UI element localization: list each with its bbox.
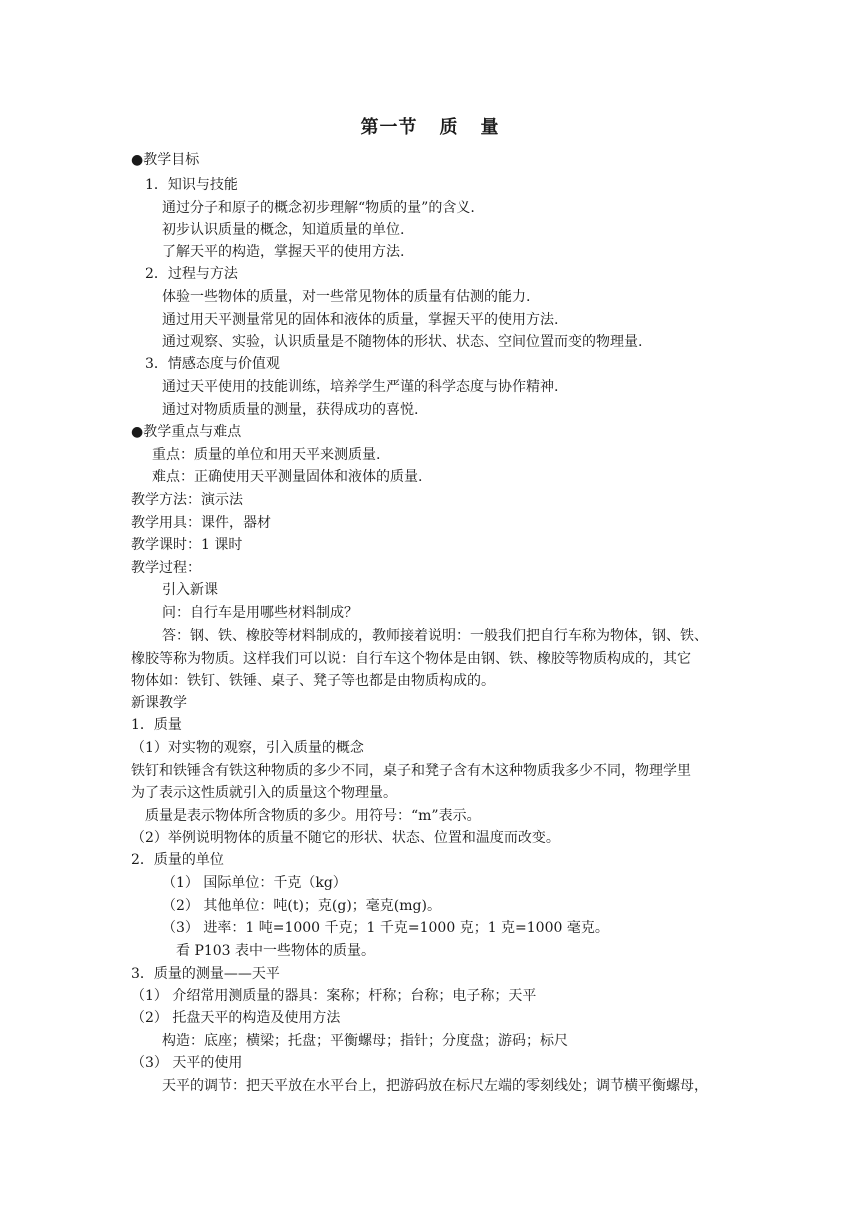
text-line: 初步认识质量的概念，知道质量的单位. bbox=[162, 222, 405, 238]
text-line: （3） 天平的使用 bbox=[131, 1055, 243, 1071]
text-line: （2） 托盘天平的构造及使用方法 bbox=[131, 1010, 341, 1026]
text-line: 重点：质量的单位和用天平来测质量. bbox=[152, 447, 381, 463]
subheading-measuring-mass: 3．质量的测量——天平 bbox=[131, 966, 280, 982]
text-line: （2）举例说明物体的质量不随它的形状、状态、位置和温度而改变。 bbox=[131, 830, 560, 846]
title-section: 第一节 bbox=[360, 117, 418, 138]
text-line: （2） 其他单位：吨(t)；克(g)；毫克(mg)。 bbox=[162, 898, 441, 914]
title-char-2: 量 bbox=[480, 117, 500, 138]
subheading-process-method: 2．过程与方法 bbox=[145, 266, 238, 282]
text-line: 教学过程： bbox=[131, 560, 201, 576]
subheading-knowledge-skills: 1．知识与技能 bbox=[145, 177, 238, 193]
page-title bbox=[0, 116, 860, 140]
text-line: 难点：正确使用天平测量固体和液体的质量. bbox=[152, 469, 423, 485]
text-line: 体验一些物体的质量，对一些常见物体的质量有估测的能力. bbox=[162, 289, 531, 305]
text-line: 教学课时：1 课时 bbox=[131, 537, 243, 553]
text-line: 问：自行车是用哪些材料制成？ bbox=[162, 605, 358, 621]
text-line: （1）对实物的观察，引入质量的概念 bbox=[131, 740, 364, 756]
heading-teaching-goals: ●教学目标 bbox=[131, 152, 200, 168]
text-line: 通过对物质质量的测量，获得成功的喜悦. bbox=[162, 402, 419, 418]
text-line: （3） 进率：1 吨=1000 千克；1 千克=1000 克；1 克=1000 毫克。 bbox=[162, 920, 609, 936]
text-line: 看 P103 表中一些物体的质量。 bbox=[176, 943, 376, 959]
text-line: 铁钉和铁锤含有铁这种物质的多少不同，桌子和凳子含有木这种物质我多少不同，物理学里 bbox=[131, 763, 691, 779]
text-line: （1） 介绍常用测质量的器具：案称；杆称；台称；电子称；天平 bbox=[131, 988, 537, 1004]
text-line: 引入新课 bbox=[162, 582, 218, 598]
text-line: 教学方法：演示法 bbox=[131, 492, 243, 508]
text-line: 天平的调节：把天平放在水平台上，把游码放在标尺左端的零刻线处；调节横平衡螺母， bbox=[162, 1078, 708, 1094]
subheading-mass-units: 2．质量的单位 bbox=[131, 852, 224, 868]
subheading-mass: 1．质量 bbox=[131, 717, 182, 733]
text-line: 质量是表示物体所含物质的多少。用符号：“m”表示。 bbox=[145, 808, 481, 824]
heading-new-lesson: 新课教学 bbox=[131, 695, 187, 711]
text-line: 通过分子和原子的概念初步理解“物质的量”的含义. bbox=[162, 200, 475, 216]
text-line: 教学用具：课件，器材 bbox=[131, 515, 271, 531]
text-line: 构造：底座；横梁；托盘；平衡螺母；指针；分度盘；游码；标尺 bbox=[162, 1033, 568, 1049]
text-line: 通过用天平测量常见的固体和液体的质量，掌握天平的使用方法. bbox=[162, 312, 559, 328]
title-char-1: 质 bbox=[439, 117, 459, 138]
text-line: 通过天平使用的技能训练，培养学生严谨的科学态度与协作精神. bbox=[162, 379, 559, 395]
subheading-attitude-values: 3．情感态度与价值观 bbox=[145, 356, 280, 372]
text-line: （1） 国际单位：千克（kg） bbox=[162, 875, 347, 891]
text-line: 橡胶等称为物质。这样我们可以说：自行车这个物体是由钢、铁、橡胶等物质构成的，其它 bbox=[131, 651, 691, 667]
heading-key-points: ●教学重点与难点 bbox=[131, 424, 242, 440]
text-line: 物体如：铁钉、铁锤、桌子、凳子等也都是由物质构成的。 bbox=[131, 673, 495, 689]
text-line: 了解天平的构造，掌握天平的使用方法. bbox=[162, 244, 405, 260]
text-line: 答：钢、铁、橡胶等材料制成的，教师接着说明：一般我们把自行车称为物体，钢、铁、 bbox=[162, 628, 708, 644]
text-line: 通过观察、实验，认识质量是不随物体的形状、状态、空间位置而变的物理量. bbox=[162, 334, 643, 350]
text-line: 为了表示这性质就引入的质量这个物理量。 bbox=[131, 785, 397, 801]
